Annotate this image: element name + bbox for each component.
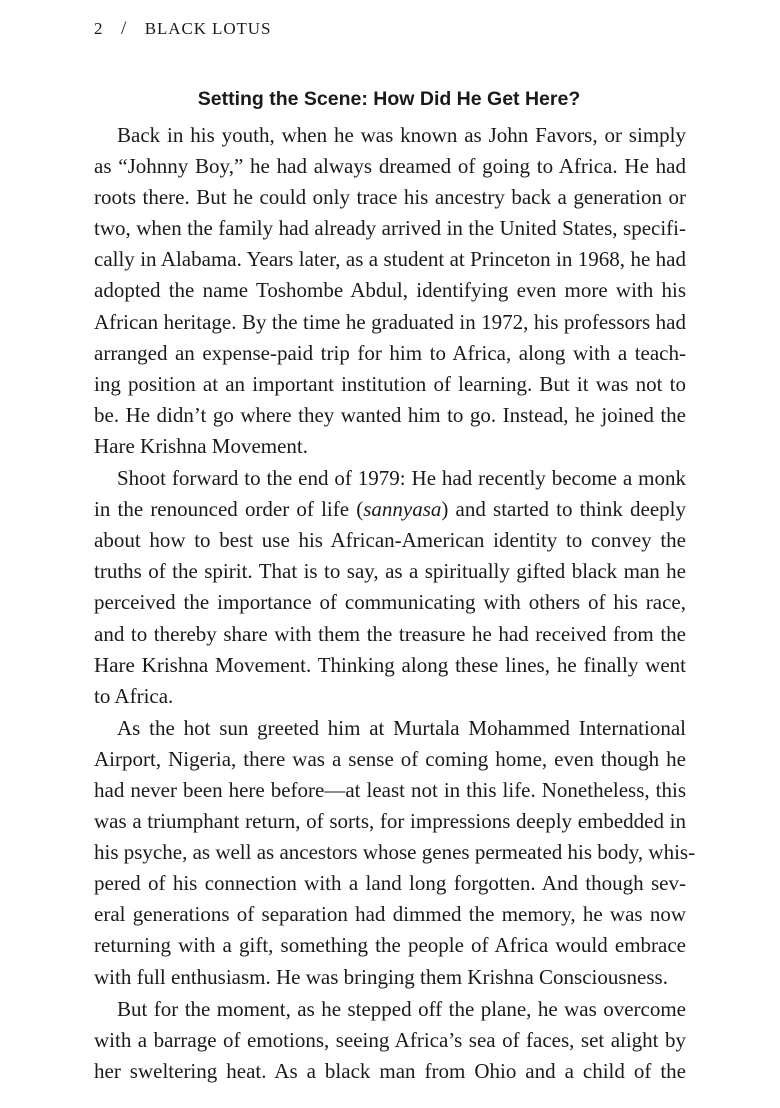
text-line: about how to best use his African-American identity to convey the: [94, 528, 686, 553]
paragraph-4: [94, 994, 686, 1087]
paragraph-2: [94, 463, 686, 712]
text-run: ) and started to think deeply: [441, 497, 686, 522]
paragraph-3: [94, 713, 696, 993]
text-line: African heritage. By the time he graduated in 1972, his professors had: [94, 309, 686, 334]
text-line: As the hot sun greeted him at Murtala Mohammed International: [117, 715, 686, 740]
paragraph-1: [94, 120, 686, 462]
section-heading: Setting the Scene: How Did He Get Here?: [197, 88, 581, 110]
text-line: with full enthusiasm. He was bringing them Krishna Consciousness.: [94, 964, 668, 989]
running-head-separator: /: [121, 18, 127, 39]
text-line: perceived the importance of communicating with others of his race,: [94, 590, 686, 615]
text-line: Shoot forward to the end of 1979: He had recently become a monk: [117, 466, 686, 491]
text-line: eral generations of separation had dimmed the memory, he was now: [94, 902, 686, 927]
text-line: his psyche, as well as ancestors whose genes permeated his body, whis-: [94, 840, 696, 865]
running-head: [94, 18, 271, 40]
text-line: and to thereby share with them the treasure he had received from the: [94, 621, 686, 646]
text-line-with-italic: [94, 494, 686, 525]
text-line: was a triumphant return, of sorts, for impressions deeply embedded in: [94, 809, 686, 834]
text-line: cally in Alabama. Years later, as a student at Princeton in 1968, he had: [94, 247, 686, 272]
text-line: adopted the name Toshombe Abdul, identifying even more with his: [94, 278, 686, 303]
text-line: But for the moment, as he stepped off the plane, he was overcome: [117, 996, 686, 1021]
text-line: Airport, Nigeria, there was a sense of coming home, even though he: [94, 746, 686, 771]
text-line: be. He didn’t go where they wanted him to go. Instead, he joined the: [94, 402, 686, 427]
text-line: had never been here before—at least not in this life. Nonetheless, this: [94, 777, 686, 802]
text-line: her sweltering heat. As a black man from Ohio and a child of the: [94, 1058, 686, 1083]
book-title: BLACK LOTUS: [144, 19, 272, 38]
text-line: with a barrage of emotions, seeing Africa’s sea of faces, set alight by: [94, 1027, 686, 1052]
text-line: Hare Krishna Movement.: [94, 433, 309, 458]
text-line: pered of his connection with a land long forgotten. And though sev-: [94, 871, 686, 896]
text-line: as “Johnny Boy,” he had always dreamed of going to Africa. He had: [94, 154, 686, 179]
text-line: roots there. But he could only trace his ancestry back a generation or: [94, 185, 686, 210]
italic-term: sannyasa: [363, 497, 442, 522]
text-line: Hare Krishna Movement. Thinking along these lines, he finally went: [94, 652, 686, 677]
page-number: 2: [94, 19, 103, 38]
text-line: two, when the family had already arrived in the United States, specifi-: [94, 216, 686, 241]
text-line: returning with a gift, something the people of Africa would embrace: [94, 933, 686, 958]
text-line: ing position at an important institution of learning. But it was not to: [94, 371, 686, 396]
text-line: arranged an expense-paid trip for him to Africa, along with a teach-: [94, 340, 686, 365]
body-text: [94, 120, 696, 1087]
text-run: in the renounced order of life (: [94, 497, 364, 522]
text-line: Back in his youth, when he was known as John Favors, or simply: [117, 123, 686, 147]
text-line: to Africa.: [94, 683, 174, 708]
text-line: truths of the spirit. That is to say, as a spiritually gifted black man he: [94, 559, 686, 584]
